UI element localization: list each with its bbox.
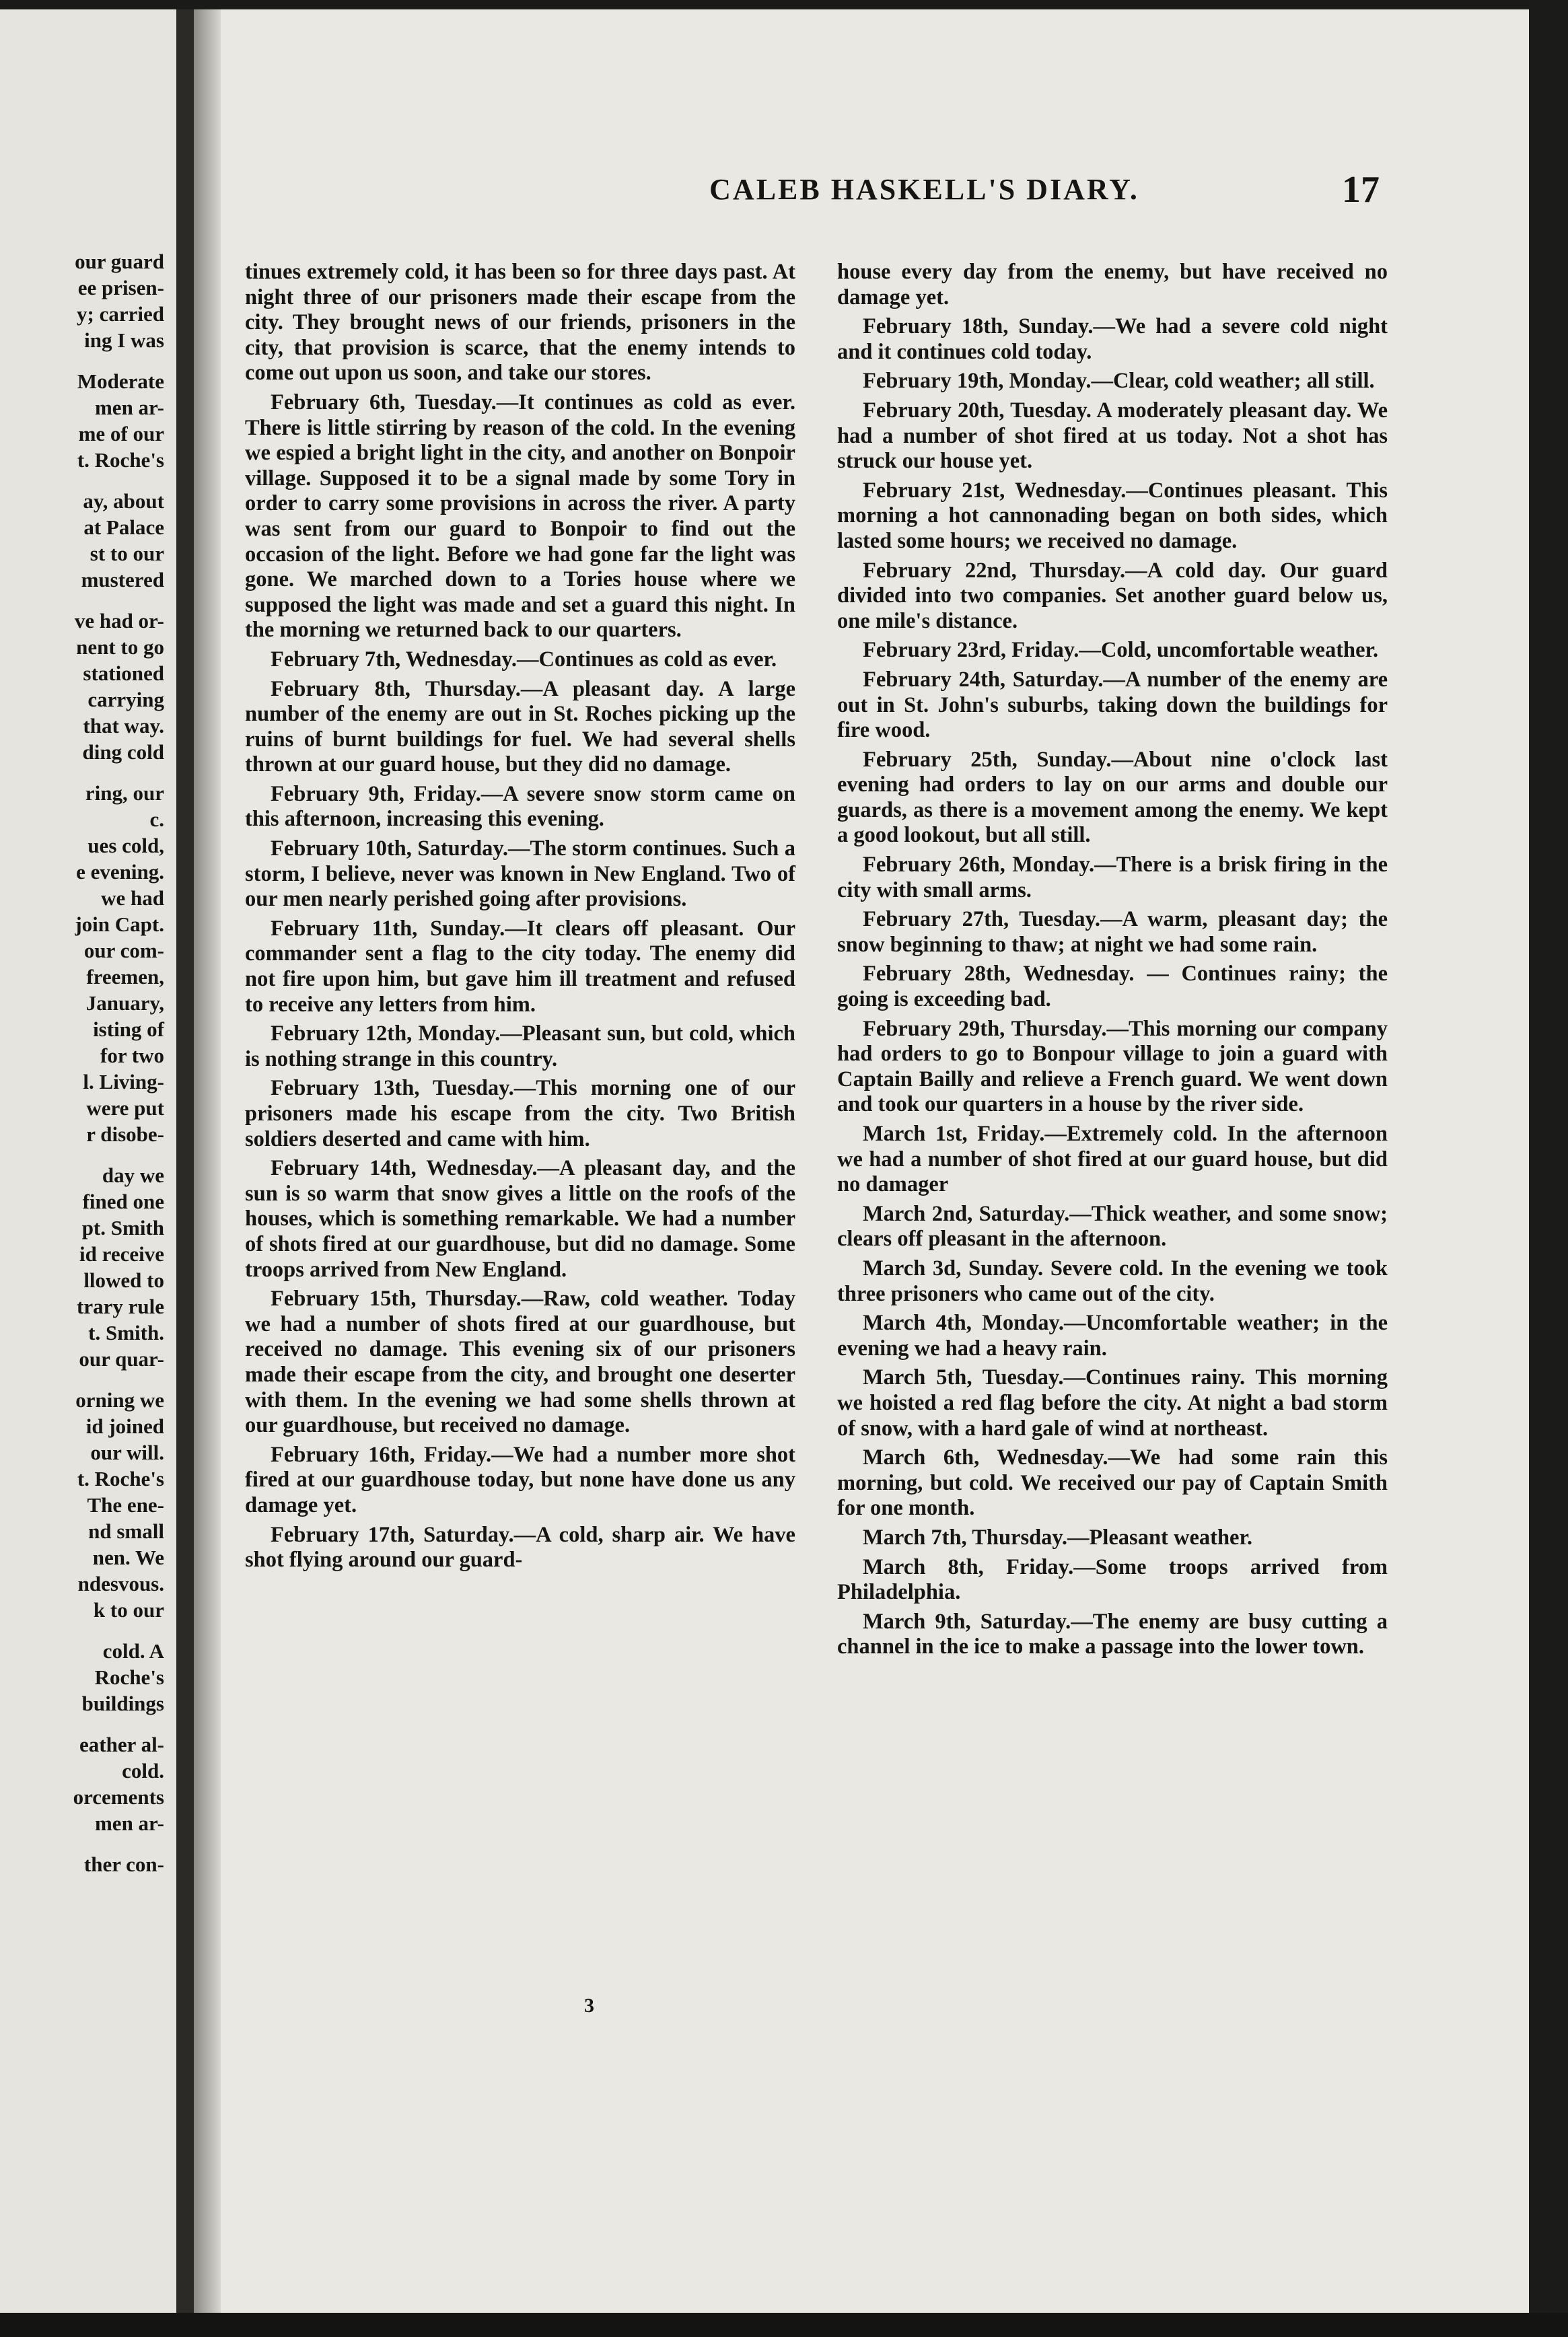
diary-entry: February 13th, Tuesday.—This morning one of our prisoners made his escape from the city. Two British soldiers deserted and came with him. [245, 1076, 795, 1151]
left-fragment-line: orning we [75, 1388, 164, 1412]
left-fragment-line: at Palace [83, 515, 164, 539]
left-fragment-line: t. Roche's [77, 448, 164, 472]
left-fragment-line: nen. We [92, 1546, 164, 1569]
left-fragment-line: carrying [87, 688, 164, 711]
diary-entry: March 1st, Friday.—Extremely cold. In the afternoon we had a number of shot fired at our guard house, but did no damager [837, 1122, 1388, 1197]
left-fragment-line: Roche's [94, 1665, 164, 1689]
diary-entry: February 19th, Monday.—Clear, cold weather; all still. [863, 369, 1375, 394]
left-fragment-line: ee prisen- [77, 276, 164, 299]
diary-entry: February 17th, Saturday.—A cold, sharp air. We have shot flying around our guard- [245, 1522, 795, 1573]
diary-entry: February 6th, Tuesday.—It continues as cold as ever. There is little stirring by reason of the cold. In the evening we espied a bright light in the city, and another on Bonpoir village. Supposed it to be a signal made by some Tory in order to carry some provisions in across the river. A party was sent from our guard to Bonpoir to find out the occasion of the light. Before we had gone far the light was gone. We marched down to a Tories house where we supposed the light was made and set a guard this night. In the morning we returned back to our quarters. [245, 390, 795, 643]
left-fragment-gap [3, 353, 164, 368]
diary-entry: March 8th, Friday.—Some troops arrived from Philadelphia. [837, 1554, 1388, 1605]
left-fragment-line: ndesvous. [77, 1572, 164, 1595]
diary-entry: February 22nd, Thursday.—A cold day. Our guard divided into two companies. Set another guard below us, one mile's distance. [837, 558, 1388, 633]
left-fragment-line: ve had or- [74, 609, 164, 633]
diary-page [221, 9, 1529, 2313]
left-fragment-line: January, [85, 991, 164, 1015]
spine-shadow [194, 9, 221, 2313]
diary-entry: February 21st, Wednesday.—Continues pleasant. This morning a hot cannonading began on both sides, which lasted some hours; we received no damage. [837, 478, 1388, 553]
diary-entry: March 2nd, Saturday.—Thick weather, and some snow; clears off pleasant in the afternoon. [837, 1201, 1388, 1252]
diary-entry: February 16th, Friday.—We had a number more shot fired at our guardhouse today, but none have done us any damage yet. [245, 1442, 795, 1517]
left-fragment-line: Moderate [77, 369, 164, 393]
diary-entry: February 15th, Thursday.—Raw, cold weather. Today we had a number of shots fired at our guardhouse, but received no damage. This evening six of our prisoners made their escape from the city, and brought one deserter with them. In the evening we had some shells thrown at our guardhouse, but received no damage. [245, 1287, 795, 1438]
book-spine [176, 9, 194, 2313]
left-fragment-gap [3, 1147, 164, 1162]
left-fragment-line: men ar- [94, 396, 164, 419]
left-fragment-line: ring, our [85, 781, 164, 805]
diary-entry: February 27th, Tuesday.—A warm, pleasant day; the snow beginning to thaw; at night we had some rain. [837, 907, 1388, 957]
left-fragment-line: ay, about [83, 489, 164, 513]
left-fragment-line: e evening. [76, 860, 164, 884]
diary-entry: March 6th, Wednesday.—We had some rain this morning, but cold. We received our pay of Captain Smith for one month. [837, 1445, 1388, 1521]
left-fragment-line: orcements [73, 1785, 164, 1809]
scan-edge-right [1529, 0, 1568, 2337]
left-fragment-line: our guard [75, 250, 164, 273]
left-fragment-line: k to our [93, 1598, 164, 1622]
left-fragment-gap [3, 593, 164, 608]
diary-entry: February 7th, Wednesday.—Continues as cold as ever. [271, 647, 777, 672]
left-page-fragment [0, 9, 176, 2313]
diary-entry: March 7th, Thursday.—Pleasant weather. [863, 1525, 1253, 1550]
left-fragment-line: we had [101, 886, 164, 910]
left-fragment-line: t. Roche's [77, 1467, 164, 1490]
diary-entry: tinues extremely cold, it has been so for three days past. At night three of our prisoners made their escape from the city. They brought news of our friends, prisoners in the city, that provision is scarce, that the enemy intends to come out upon us soon, and take our stores. [245, 260, 795, 386]
left-fragment-line: nd small [88, 1519, 164, 1543]
left-fragment-gap [3, 473, 164, 488]
left-fragment-line: pt. Smith [81, 1216, 164, 1239]
left-page-text [3, 248, 164, 1877]
diary-entry: house every day from the enemy, but have received no damage yet. [837, 260, 1388, 310]
diary-entry: February 28th, Wednesday. — Continues rainy; the going is exceeding bad. [837, 962, 1388, 1012]
signature-mark: 3 [584, 1994, 594, 2017]
left-fragment-line: isting of [93, 1017, 164, 1041]
diary-entry: February 14th, Wednesday.—A pleasant day, and the sun is so warm that snow gives a little on the roofs of the houses, which is something remarkable. We had a number of shots fired at our guardhouse, but did no damage. Some troops arrived from New England. [245, 1156, 795, 1282]
left-fragment-line: buildings [81, 1692, 164, 1715]
left-fragment-line: l. Living- [83, 1070, 164, 1093]
left-fragment-line: were put [86, 1096, 164, 1120]
left-fragment-gap [3, 765, 164, 780]
left-fragment-line: fined one [82, 1190, 164, 1213]
left-fragment-line: stationed [83, 661, 164, 685]
diary-entry: February 8th, Thursday.—A pleasant day. A large number of the enemy are out in St. Roches picking up the ruins of burnt buildings for fuel. We had several shells thrown at our guard house, but they did no damage. [245, 676, 795, 777]
left-fragment-line: trary rule [77, 1295, 164, 1318]
left-fragment-line: cold. A [102, 1639, 164, 1663]
running-head: CALEB HASKELL'S DIARY. [709, 173, 1139, 206]
left-fragment-line: y; carried [77, 302, 164, 326]
diary-entry: March 5th, Tuesday.—Continues rainy. This morning we hoisted a red flag before the city. At night a bad storm of snow, with a hard gale of wind at northeast. [837, 1365, 1388, 1441]
left-fragment-line: eather al- [79, 1733, 164, 1756]
diary-entry: February 24th, Saturday.—A number of the enemy are out in St. John's suburbs, taking down the buildings for fire wood. [837, 667, 1388, 743]
left-fragment-line: our com- [83, 939, 164, 962]
diary-entry: February 11th, Sunday.—It clears off pleasant. Our commander sent a flag to the city today. The enemy did not fire upon him, but gave him ill treatment and refused to receive any letters from him. [245, 916, 795, 1017]
left-fragment-line: id receive [79, 1242, 164, 1266]
left-fragment-line: ther con- [83, 1853, 164, 1876]
left-fragment-line: mustered [81, 568, 164, 591]
left-fragment-line: ding cold [82, 740, 164, 764]
diary-entry: February 25th, Sunday.—About nine o'clock last evening had orders to lay on our arms and double our guards, as there is a movement among the enemy. We kept a good lookout, but all still. [837, 747, 1388, 848]
left-fragment-gap [3, 1623, 164, 1638]
left-fragment-gap [3, 1717, 164, 1731]
diary-entry: March 4th, Monday.—Uncomfortable weather; in the evening we had a heavy rain. [837, 1311, 1388, 1361]
diary-entry: March 9th, Saturday.—The enemy are busy cutting a channel in the ice to make a passage into the lower town. [837, 1609, 1388, 1659]
left-fragment-line: our will. [90, 1441, 164, 1464]
diary-entry: February 26th, Monday.—There is a brisk firing in the city with small arms. [837, 853, 1388, 902]
left-fragment-line: st to our [90, 542, 164, 565]
left-fragment-line: that way. [83, 714, 164, 738]
diary-entry: February 12th, Monday.—Pleasant sun, but cold, which is nothing strange in this country. [245, 1021, 795, 1071]
diary-entry: February 23rd, Friday.—Cold, uncomfortable weather. [863, 638, 1379, 663]
left-fragment-line: men ar- [94, 1811, 164, 1835]
left-fragment-line: nent to go [76, 635, 164, 659]
left-fragment-gap [3, 1372, 164, 1387]
left-fragment-line: c. [149, 807, 164, 831]
left-fragment-line: for two [100, 1044, 164, 1067]
left-fragment-line: ing I was [84, 328, 164, 352]
left-fragment-line: t. Smith. [88, 1321, 164, 1344]
diary-entry: March 3d, Sunday. Severe cold. In the evening we took three prisoners who came out of the city. [837, 1256, 1388, 1306]
diary-entry: February 9th, Friday.—A severe snow storm came on this afternoon, increasing this evening. [245, 781, 795, 832]
diary-entry: February 29th, Thursday.—This morning our company had orders to go to Bonpour village to join a guard with Captain Bailly and relieve a French guard. We went down and took our quarters in a house by the river side. [837, 1016, 1388, 1117]
left-fragment-line: r disobe- [86, 1122, 164, 1146]
left-fragment-line: our quar- [79, 1347, 164, 1371]
left-fragment-line: day we [102, 1163, 164, 1187]
page-number: 17 [1342, 169, 1380, 211]
diary-entry: February 18th, Sunday.—We had a severe cold night and it continues cold today. [837, 314, 1388, 364]
diary-entry: February 10th, Saturday.—The storm continues. Such a storm, I believe, never was known in New England. Two of our men nearly perished going after provisions. [245, 836, 795, 912]
left-column [245, 260, 795, 1577]
left-fragment-line: cold. [122, 1759, 164, 1783]
left-fragment-line: freemen, [86, 965, 164, 988]
scan-edge-bottom [0, 2313, 1568, 2337]
left-fragment-line: The ene- [87, 1493, 164, 1517]
left-fragment-line: id joined [85, 1414, 164, 1438]
left-fragment-line: join Capt. [75, 912, 164, 936]
left-fragment-gap [3, 1836, 164, 1851]
left-fragment-line: me of our [78, 422, 164, 445]
scan-edge-top [0, 0, 1568, 9]
left-fragment-line: llowed to [83, 1268, 164, 1292]
right-column [837, 260, 1388, 1664]
left-fragment-line: ues cold, [87, 834, 164, 857]
diary-entry: February 20th, Tuesday. A moderately pleasant day. We had a number of shot fired at us today. Not a shot has struck our house yet. [837, 398, 1388, 474]
